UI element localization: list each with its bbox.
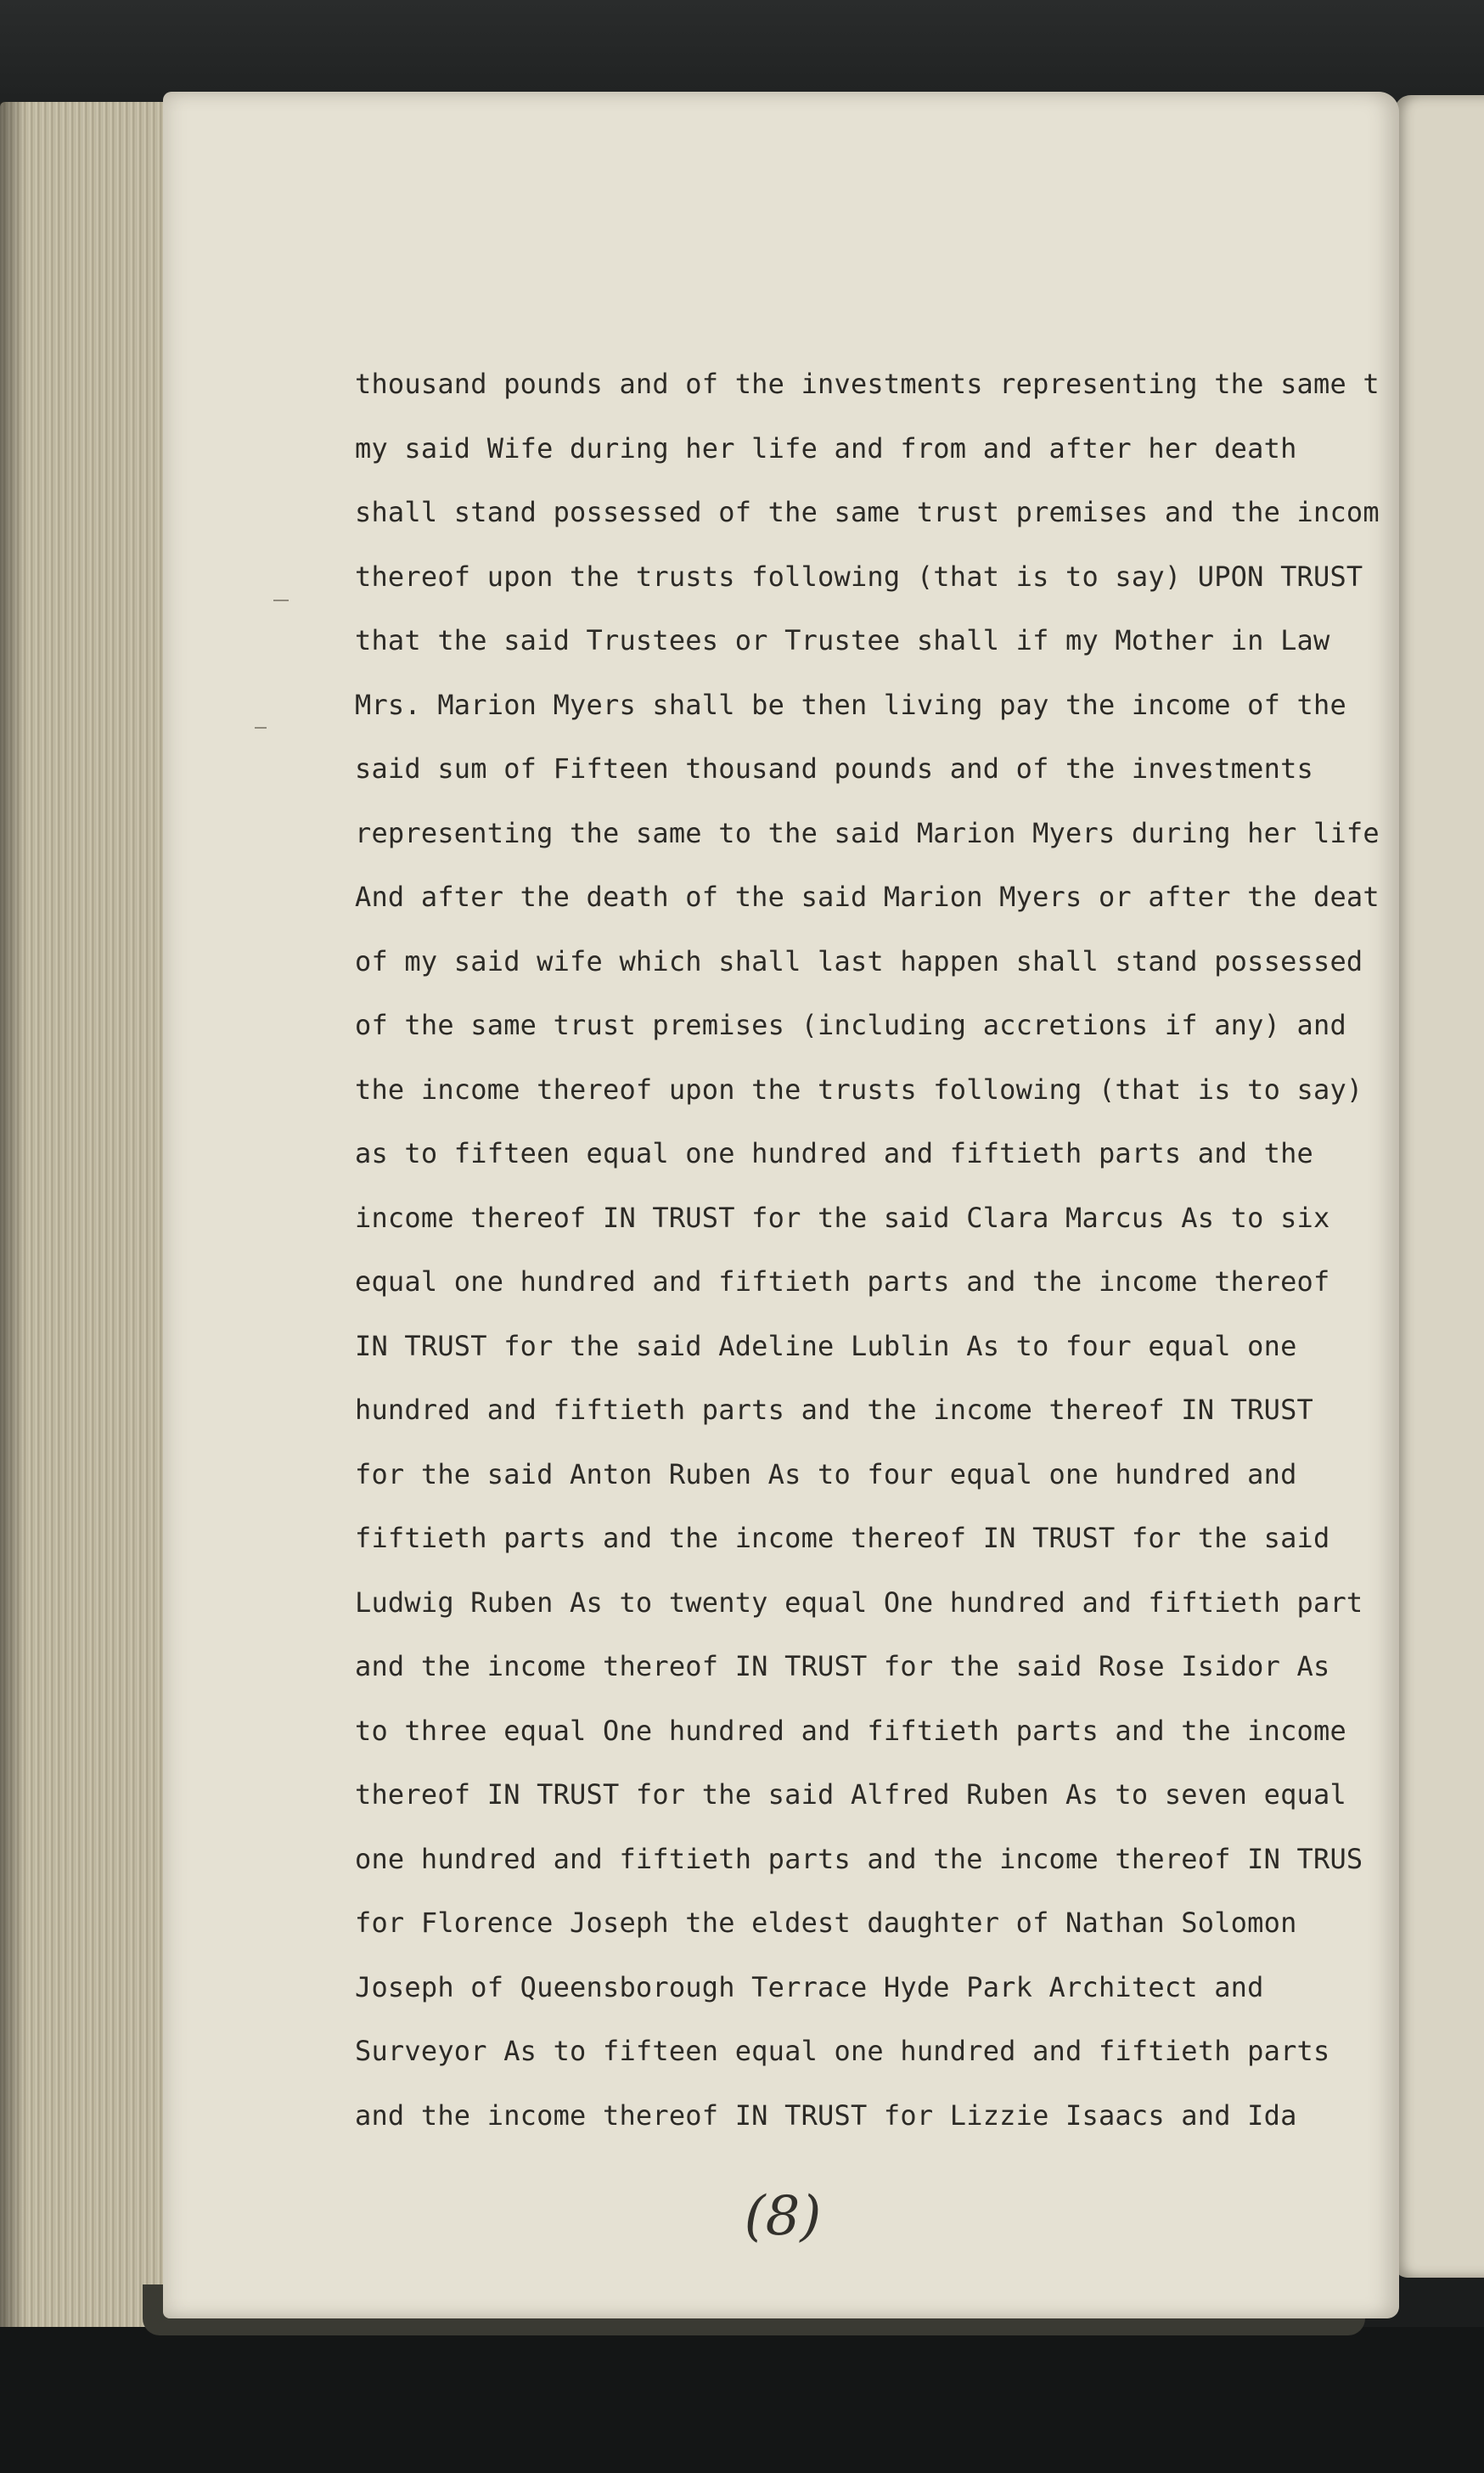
- text-line: thereof IN TRUST for the said Alfred Ruben As to seven equal: [355, 1778, 1346, 1811]
- text-line: hundred and fiftieth parts and the income thereof IN TRUST: [355, 1394, 1314, 1426]
- book-edge-shadow: [0, 102, 25, 2344]
- text-line: for the said Anton Ruben As to four equal one hundred and: [355, 1457, 1297, 1490]
- text-line: and the income thereof IN TRUST for Lizzie Isaacs and Ida: [355, 2098, 1297, 2132]
- facing-page-edge: [1394, 95, 1484, 2278]
- text-line: income thereof IN TRUST for the said Clara Marcus As to six: [355, 1201, 1330, 1234]
- text-line: for Florence Joseph the eldest daughter of Nathan Solomon: [355, 1907, 1297, 1939]
- text-line: representing the same to the said Marion Myers during her life: [355, 816, 1380, 849]
- text-line: my said Wife during her life and from and after her death: [355, 431, 1297, 465]
- text-line: said sum of Fifteen thousand pounds and of the investments: [355, 752, 1314, 785]
- text-line: to three equal One hundred and fiftieth parts and the income: [355, 1714, 1346, 1747]
- handwritten-folio-number: (8): [744, 2185, 822, 2248]
- text-line: thereof upon the trusts following (that is to say) UPON TRUST: [355, 560, 1363, 593]
- text-line: as to fifteen equal one hundred and fiftieth parts and the: [355, 1137, 1314, 1169]
- margin-mark: [273, 600, 289, 601]
- text-line: Surveyor As to fifteen equal one hundred and fiftieth parts: [355, 2035, 1330, 2067]
- text-line: of the same trust premises (including accretions if any) and: [355, 1009, 1346, 1041]
- text-line: fiftieth parts and the income thereof IN TRUST for the said: [355, 1522, 1330, 1554]
- text-line: equal one hundred and fiftieth parts and the income thereof: [355, 1265, 1330, 1298]
- text-line: the income thereof upon the trusts following (that is to say): [355, 1073, 1363, 1106]
- text-line: shall stand possessed of the same trust premises and the incom: [355, 496, 1380, 528]
- scanner-background-bottom: [0, 2327, 1484, 2473]
- text-line: Mrs. Marion Myers shall be then living pay the income of the: [355, 688, 1346, 721]
- book-page-edges: [0, 102, 170, 2344]
- text-line: Joseph of Queensborough Terrace Hyde Park Architect and: [355, 1970, 1264, 2003]
- text-line: And after the death of the said Marion Myers or after the deat: [355, 881, 1380, 913]
- text-line: that the said Trustees or Trustee shall if my Mother in Law: [355, 624, 1330, 656]
- text-line: IN TRUST for the said Adeline Lublin As to four equal one: [355, 1329, 1297, 1362]
- text-line: Ludwig Ruben As to twenty equal One hundred and fiftieth part: [355, 1586, 1363, 1619]
- margin-mark: [255, 727, 267, 729]
- text-line: of my said wife which shall last happen shall stand possessed: [355, 944, 1363, 977]
- text-line: and the income thereof IN TRUST for the said Rose Isidor As: [355, 1650, 1330, 1682]
- text-line: one hundred and fiftieth parts and the income thereof IN TRUS: [355, 1842, 1363, 1875]
- typed-text-body: [355, 365, 1391, 2160]
- text-line: thousand pounds and of the investments representing the same t: [355, 368, 1380, 400]
